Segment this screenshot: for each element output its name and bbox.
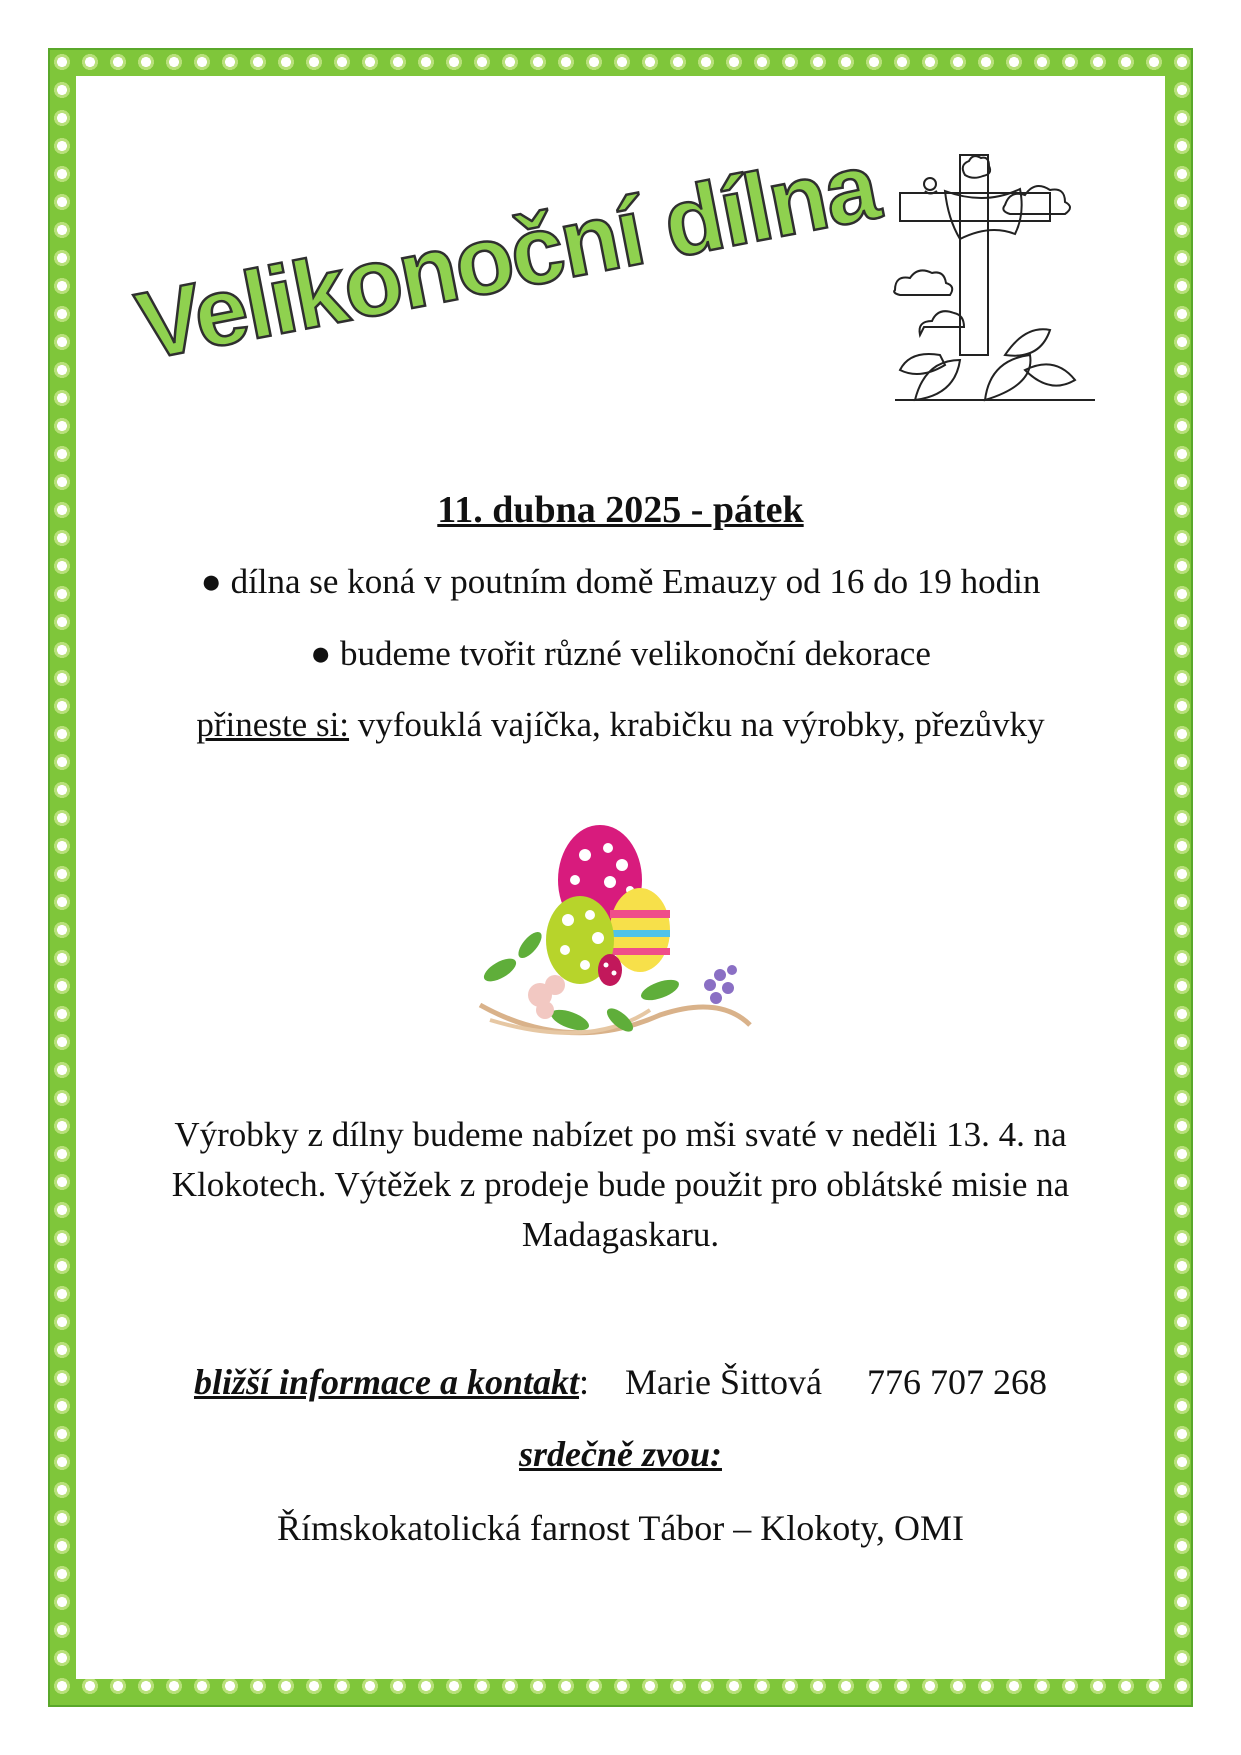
event-date-text: 11. dubna 2025 - pátek	[437, 489, 804, 531]
bring-label: přineste si:	[196, 705, 350, 744]
bullet-marker: ●	[200, 562, 222, 601]
bring-items: vyfouklá vajíčka, krabičku na výrobky, přezůvky	[357, 705, 1045, 744]
bullet-marker: ●	[310, 634, 332, 673]
contact-label: bližší informace a kontakt	[193, 1362, 580, 1402]
bullet-item-2	[0, 632, 1241, 676]
bullet-item-1	[0, 560, 1241, 604]
invite-label: srdečně zvou:	[519, 1434, 722, 1474]
bullet-text: budeme tvořit různé velikonoční dekorace	[340, 634, 931, 673]
title-svg	[128, 132, 886, 400]
bring-line	[0, 703, 1241, 747]
bullet-text: dílna se koná v poutním domě Emauzy od 16 do 19 hodin	[230, 562, 1041, 601]
info-paragraph: Výrobky z dílny budeme nabízet po mši svaté v neděli 13. 4. na Klokotech. Výtěžek z prodeje bude použit pro oblátské misie na Madagaskaru.	[171, 1115, 1070, 1254]
easter-eggs-illustration-icon	[470, 820, 770, 1060]
contact-name: Marie Šittová	[625, 1362, 822, 1402]
title-wordart	[128, 132, 886, 400]
page-title: Velikonoční dílna	[128, 132, 886, 381]
organizer-line	[0, 1506, 1241, 1550]
contact-separator: :	[579, 1362, 590, 1402]
organizer-name: Římskokatolická farnost Tábor – Klokoty, OMI	[277, 1508, 964, 1548]
contact-line	[0, 1360, 1241, 1404]
invite-line	[0, 1432, 1241, 1476]
event-date	[0, 488, 1241, 532]
contact-phone: 776 707 268	[867, 1362, 1047, 1402]
cross-illustration-icon	[885, 155, 1100, 405]
